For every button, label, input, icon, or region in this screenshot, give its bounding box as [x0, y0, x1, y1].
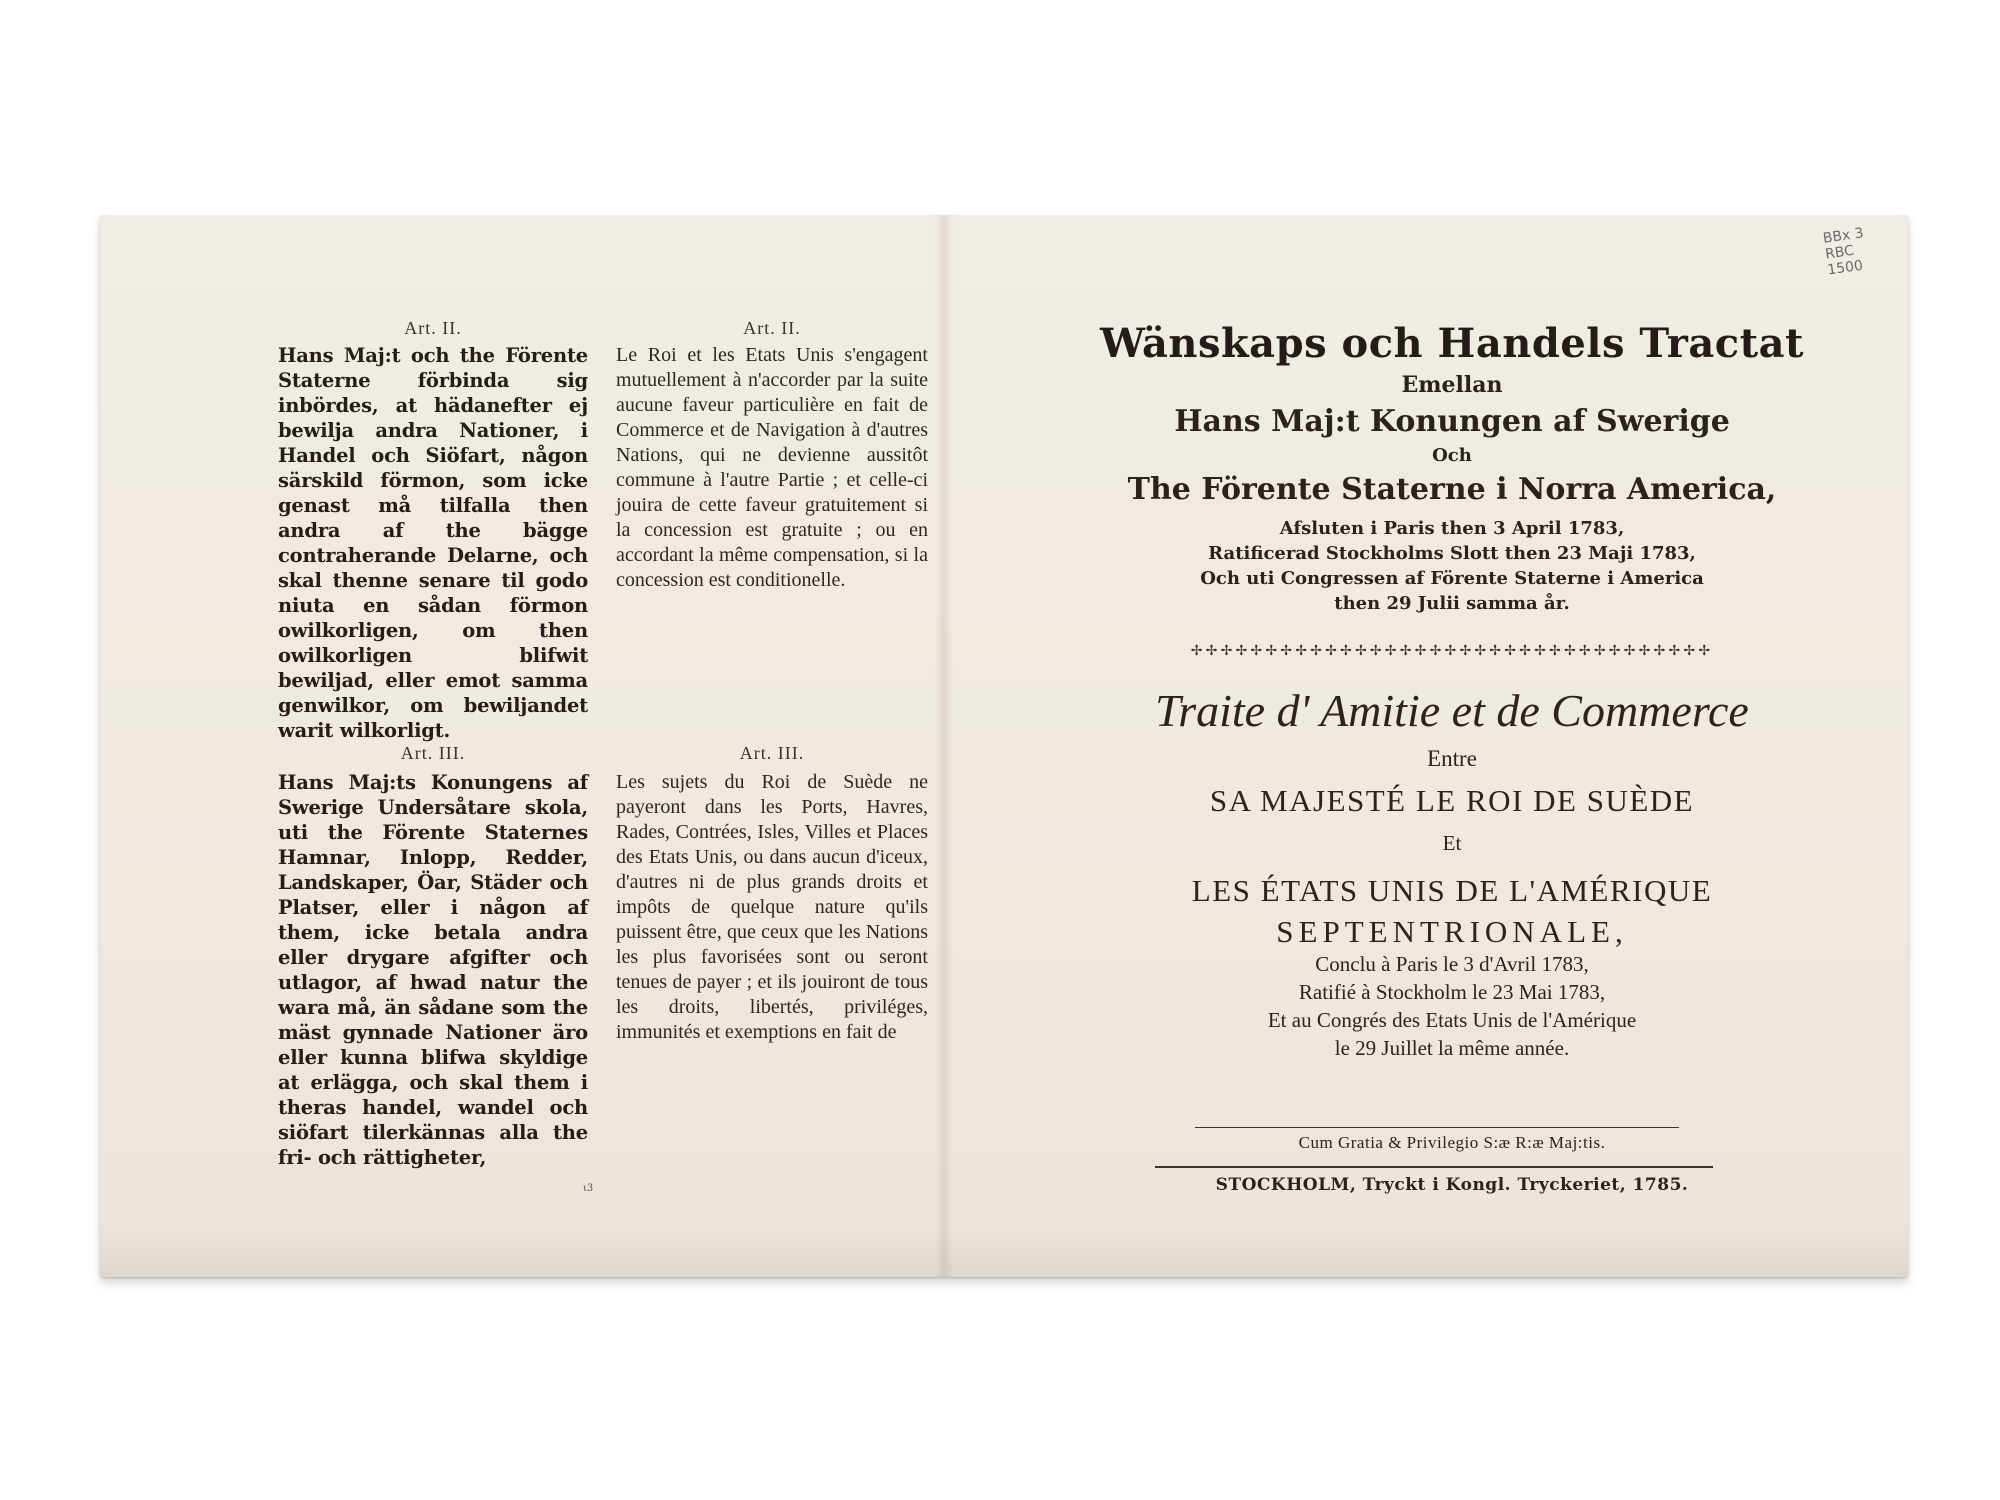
pencil-line-1: BBx 3 — [1821, 225, 1865, 247]
swedish-art3-text: Hans Maj:ts Konungens af Swerige Undersåtare skola, uti the Förente Staternes Hamnar, Inlopp, Redder, Landskaper, Öar, Städer och Platser, eller i någon af them, icke betala andra eller drygare afgifter och utlagor, af hwad natur the wara må, än sådane som the mäst gynnade Nationer äro eller kunna blifwa skyldige at erlägga, och skal them i theras handel, wandel och siöfart tilerkännas alla the fri- och rättigheter, — [278, 771, 588, 1169]
imprint-line: STOCKHOLM, Tryckt i Kongl. Tryckeriet, 1785. — [1215, 1175, 1689, 1195]
swedish-concluded: Afsluten i Paris then 3 April 1783, — [1279, 518, 1625, 539]
swedish-party-1: Hans Maj:t Konungen af Swerige — [1174, 404, 1730, 439]
swedish-art3-heading: Art. III. — [400, 743, 466, 763]
french-party-1: SA MAJESTÉ LE ROI DE SUÈDE — [1209, 783, 1695, 818]
privilege-line: Cum Gratia & Privilegio S:æ R:æ Maj:tis. — [1298, 1133, 1606, 1152]
french-party-2a: LES ÉTATS UNIS DE L'AMÉRIQUE — [1191, 873, 1713, 908]
page-mark: ι3 — [583, 1183, 594, 1194]
pencil-line-2: RBC — [1824, 242, 1856, 263]
french-between: Entre — [1427, 746, 1477, 771]
french-art3-text: Les sujets du Roi de Suède ne payeront dans les Ports, Havres, Rades, Contrées, Isles, Villes et Places des Etats Unis, ou dans aucun d'iceux, d'autres ni de plus grands droits et impôts de quelque nature qu'ils puissent être, que ceux que les Nations les plus favorisées sont ou seront tenues de payer ; et ils jouiront de tous les droits, libertés, priviléges, immunités et exemptions en fait de — [616, 771, 928, 1043]
french-art2-heading: Art. II. — [743, 318, 801, 338]
swedish-and: Och — [1432, 445, 1472, 466]
swedish-column — [278, 318, 588, 1170]
swedish-art2-heading: Art. II. — [404, 318, 462, 338]
ornamental-rule: ✢✢✢✢✢✢✢✢✢✢✢✢✢✢✢✢✢✢✢✢✢✢✢✢✢✢✢✢✢✢✢✢✢✢✢ — [1190, 643, 1714, 659]
swedish-between: Emellan — [1401, 372, 1503, 398]
french-congress: Et au Congrés des Etats Unis de l'Amérique — [1267, 1008, 1637, 1032]
swedish-title: Wänskaps och Handels Tractat — [1100, 320, 1804, 367]
privilege-rule — [1195, 1127, 1679, 1128]
swedish-congress: Och uti Congressen af Förente Staterne i America — [1200, 568, 1704, 589]
pencil-line-3: 1500 — [1826, 257, 1864, 279]
french-concluded: Conclu à Paris le 3 d'Avril 1783, — [1315, 952, 1589, 976]
swedish-party-2: The Förente Staterne i Norra America, — [1127, 472, 1777, 507]
pencil-annotation — [1822, 222, 1896, 279]
french-and: Et — [1442, 831, 1462, 855]
imprint-rule — [1155, 1166, 1713, 1168]
french-art3-heading: Art. III. — [739, 743, 805, 763]
center-fold — [935, 215, 953, 1277]
french-title: Traite d' Amitie et de Commerce — [1155, 685, 1749, 736]
swedish-art2-text: Hans Maj:t och the Förente Staterne förbinda sig inbördes, at hädanefter ej bewilja andra Nationer, i Handel och Siöfart, någon särskild förmon, som icke genast må tilfalla then andra af the bägge contraherande Delarne, och skal thenne senare til godo niuta en sådan förmon owilkorligen, om then owilkorligen blifwit bewiljad, eller emot samma genwilkor, om bewiljandet warit wilkorligt. — [278, 344, 588, 742]
french-ratified: Ratifié à Stockholm le 23 Mai 1783, — [1298, 980, 1606, 1004]
title-page — [1082, 318, 1822, 1062]
french-congress-date: le 29 Juillet la même année. — [1334, 1036, 1570, 1060]
swedish-ratified: Ratificerad Stockholms Slott then 23 Maji 1783, — [1208, 543, 1696, 564]
french-art2-text: Le Roi et les Etats Unis s'engagent mutuellement à n'accorder par la suite aucune faveur particulière en fait de Commerce et de Navigation à d'autres Nations, qui ne devienne aussitôt commune à l'autre Partie ; et celle-ci jouira de cette faveur gratuitement si la concession est gratuite ; ou en accordant la même compensation, si la concession est conditionelle. — [616, 344, 928, 591]
french-party-2b: SEPTENTRIONALE, — [1276, 914, 1628, 949]
swedish-congress-date: then 29 Julii samma år. — [1334, 593, 1570, 614]
french-column — [616, 318, 928, 1170]
